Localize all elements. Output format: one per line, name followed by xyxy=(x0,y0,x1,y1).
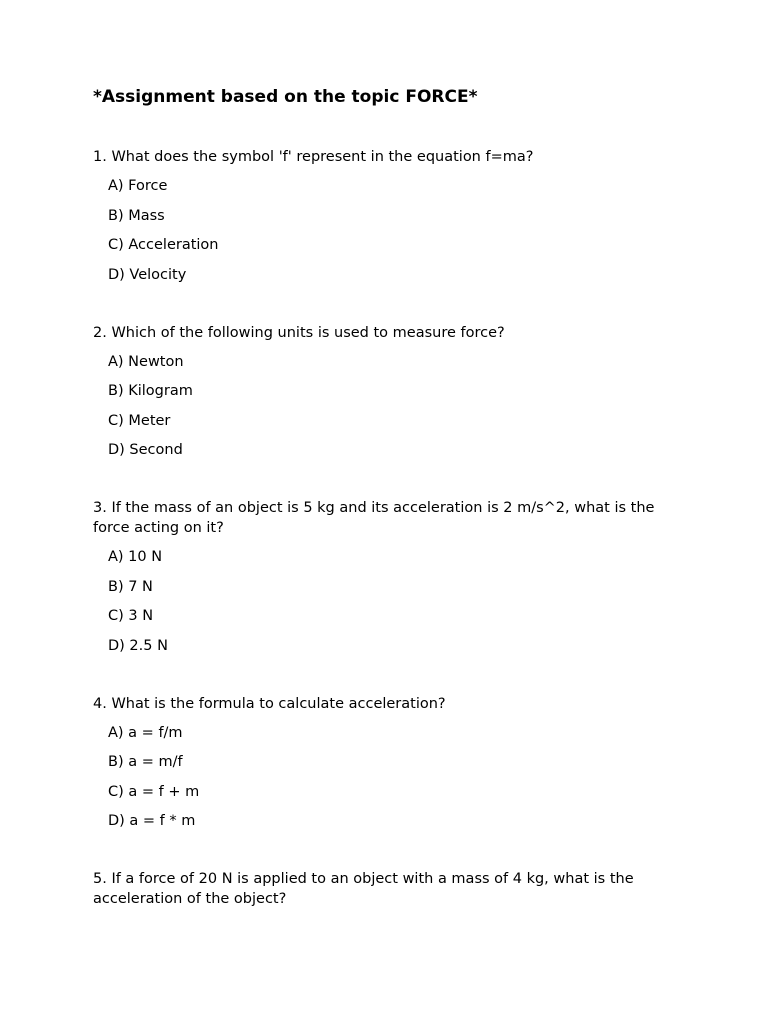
option-b: B) 7 N xyxy=(108,578,153,595)
option-d: D) Second xyxy=(108,442,183,458)
option-b: B) Mass xyxy=(108,207,165,224)
option-d: D) Velocity xyxy=(108,266,187,283)
option-c: C) Acceleration xyxy=(108,237,219,253)
question-text: 3. If the mass of an object is 5 kg and its acceleration is 2 m/s^2, what is the force acting on it? xyxy=(93,500,655,536)
question-text: 1. What does the symbol 'f' represent in the equation f=ma? xyxy=(93,149,534,165)
question-1 xyxy=(93,147,683,285)
option-a: A) Newton xyxy=(108,353,184,370)
option-list xyxy=(93,352,683,461)
option-d: D) 2.5 N xyxy=(108,637,168,654)
question-text: 2. Which of the following units is used to measure force? xyxy=(93,324,505,341)
question-2 xyxy=(93,323,683,461)
question-4 xyxy=(93,694,683,832)
option-b: B) Kilogram xyxy=(108,383,193,399)
option-list xyxy=(93,723,683,832)
option-d: D) a = f * m xyxy=(108,813,196,829)
option-c: C) a = f + m xyxy=(108,783,200,800)
option-a: A) a = f/m xyxy=(108,724,183,741)
option-list xyxy=(93,547,683,656)
option-a: A) 10 N xyxy=(108,549,163,565)
question-3 xyxy=(93,498,683,656)
option-a: A) Force xyxy=(108,178,168,194)
option-c: C) Meter xyxy=(108,412,171,429)
option-c: C) 3 N xyxy=(108,608,154,624)
question-text: 4. What is the formula to calculate acceleration? xyxy=(93,695,446,712)
option-list xyxy=(93,176,683,285)
document-page xyxy=(93,86,683,909)
document-title: *Assignment based on the topic FORCE* xyxy=(93,87,478,107)
question-5 xyxy=(93,869,683,909)
question-text: 5. If a force of 20 N is applied to an object with a mass of 4 kg, what is the acceleration of the object? xyxy=(93,871,634,907)
option-b: B) a = m/f xyxy=(108,754,183,770)
